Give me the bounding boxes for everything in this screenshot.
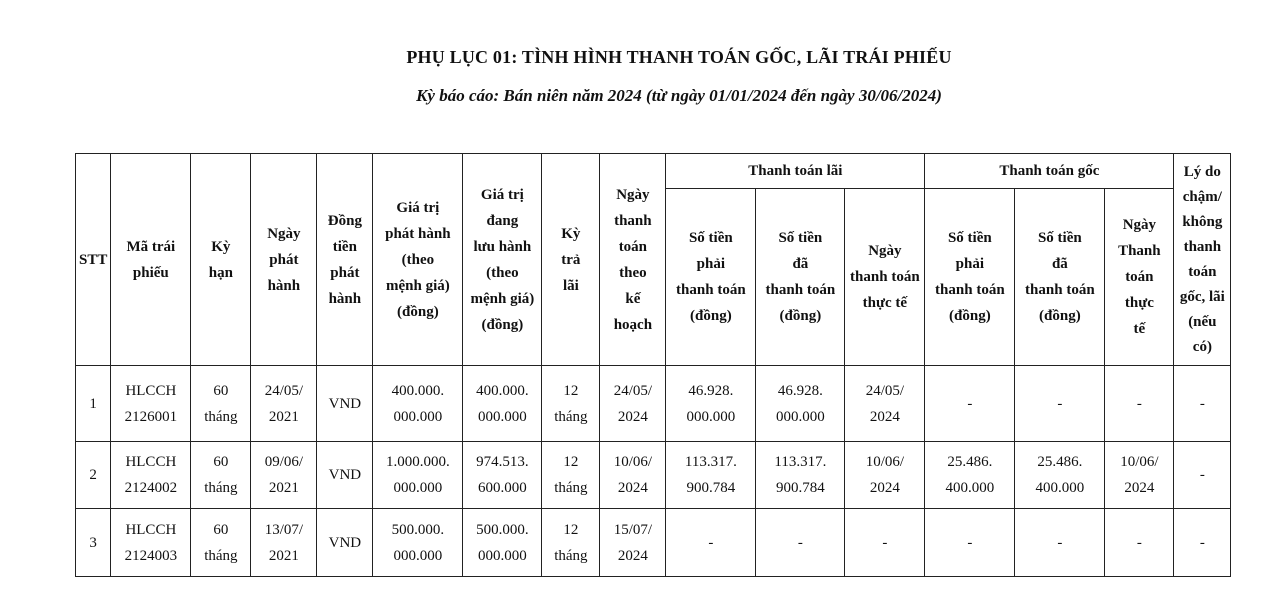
cell-interest-due: - — [666, 509, 756, 577]
cell-issue-value: 1.000.000. 000.000 — [373, 442, 463, 509]
cell-currency: VND — [317, 366, 373, 442]
header-interest-period: Kỳ trả lãi — [542, 154, 600, 366]
header-term: Kỳ hạn — [191, 154, 251, 366]
cell-outstanding-value: 400.000. 000.000 — [463, 366, 542, 442]
cell-term: 60 tháng — [191, 366, 251, 442]
cell-planned-date: 15/07/ 2024 — [600, 509, 666, 577]
header-interest-actual-date: Ngày thanh toán thực tế — [845, 189, 925, 366]
cell-principal-paid: - — [1015, 509, 1105, 577]
cell-bond-code: HLCCH 2126001 — [111, 366, 191, 442]
cell-issue-value: 400.000. 000.000 — [373, 366, 463, 442]
cell-currency: VND — [317, 509, 373, 577]
cell-interest-paid: 113.317. 900.784 — [756, 442, 845, 509]
report-period: Kỳ báo cáo: Bán niên năm 2024 (từ ngày 01/01/2024 đến ngày 30/06/2024) — [416, 86, 942, 105]
cell-interest-period: 12 tháng — [542, 366, 600, 442]
cell-principal-due: 25.486. 400.000 — [925, 442, 1015, 509]
cell-interest-due: 113.317. 900.784 — [666, 442, 756, 509]
header-principal-amount-paid: Số tiền đã thanh toán (đồng) — [1015, 189, 1105, 366]
cell-stt: 2 — [76, 442, 111, 509]
header-interest-amount-due: Số tiền phải thanh toán (đồng) — [666, 189, 756, 366]
cell-outstanding-value: 974.513. 600.000 — [463, 442, 542, 509]
cell-interest-date: 10/06/ 2024 — [845, 442, 925, 509]
cell-principal-paid: 25.486. 400.000 — [1015, 442, 1105, 509]
header-principal-amount-due: Số tiền phải thanh toán (đồng) — [925, 189, 1015, 366]
table-row — [76, 509, 1231, 577]
cell-principal-date: - — [1105, 366, 1174, 442]
cell-interest-paid: 46.928. 000.000 — [756, 366, 845, 442]
header-planned-payment-date: Ngày thanh toán theo kế hoạch — [600, 154, 666, 366]
cell-interest-date: 24/05/ 2024 — [845, 366, 925, 442]
header-interest-amount-paid: Số tiền đã thanh toán (đồng) — [756, 189, 845, 366]
header-principal-payment: Thanh toán gốc — [925, 154, 1174, 189]
header-principal-actual-date: Ngày Thanh toán thực tế — [1105, 189, 1174, 366]
cell-principal-date: - — [1105, 509, 1174, 577]
cell-delay-reason: - — [1174, 366, 1231, 442]
cell-delay-reason: - — [1174, 509, 1231, 577]
cell-bond-code: HLCCH 2124003 — [111, 509, 191, 577]
cell-bond-code: HLCCH 2124002 — [111, 442, 191, 509]
cell-principal-due: - — [925, 509, 1015, 577]
cell-term: 60 tháng — [191, 442, 251, 509]
cell-issue-value: 500.000. 000.000 — [373, 509, 463, 577]
document-title: PHỤ LỤC 01: TÌNH HÌNH THANH TOÁN GỐC, LÃI TRÁI PHIẾU — [406, 47, 952, 67]
header-interest-payment: Thanh toán lãi — [666, 154, 925, 189]
cell-outstanding-value: 500.000. 000.000 — [463, 509, 542, 577]
cell-issue-date: 13/07/ 2021 — [251, 509, 317, 577]
header-issue-value: Giá trị phát hành (theo mệnh giá) (đồng) — [373, 154, 463, 366]
cell-interest-date: - — [845, 509, 925, 577]
bond-payment-table — [75, 153, 1231, 577]
table-row — [76, 366, 1231, 442]
cell-stt: 1 — [76, 366, 111, 442]
header-outstanding-value: Giá trị đang lưu hành (theo mệnh giá) (đồng) — [463, 154, 542, 366]
header-bond-code: Mã trái phiếu — [111, 154, 191, 366]
header-currency: Đồng tiền phát hành — [317, 154, 373, 366]
cell-planned-date: 24/05/ 2024 — [600, 366, 666, 442]
cell-planned-date: 10/06/ 2024 — [600, 442, 666, 509]
table-row — [76, 442, 1231, 509]
cell-issue-date: 09/06/ 2021 — [251, 442, 317, 509]
cell-principal-due: - — [925, 366, 1015, 442]
header-stt: STT — [76, 154, 111, 366]
cell-issue-date: 24/05/ 2021 — [251, 366, 317, 442]
cell-currency: VND — [317, 442, 373, 509]
cell-principal-paid: - — [1015, 366, 1105, 442]
cell-interest-period: 12 tháng — [542, 509, 600, 577]
cell-interest-period: 12 tháng — [542, 442, 600, 509]
header-issue-date: Ngày phát hành — [251, 154, 317, 366]
cell-delay-reason: - — [1174, 442, 1231, 509]
cell-interest-due: 46.928. 000.000 — [666, 366, 756, 442]
cell-term: 60 tháng — [191, 509, 251, 577]
cell-principal-date: 10/06/ 2024 — [1105, 442, 1174, 509]
cell-interest-paid: - — [756, 509, 845, 577]
header-delay-reason: Lý do chậm/ không thanh toán gốc, lãi (nếu có) — [1174, 154, 1231, 366]
cell-stt: 3 — [76, 509, 111, 577]
